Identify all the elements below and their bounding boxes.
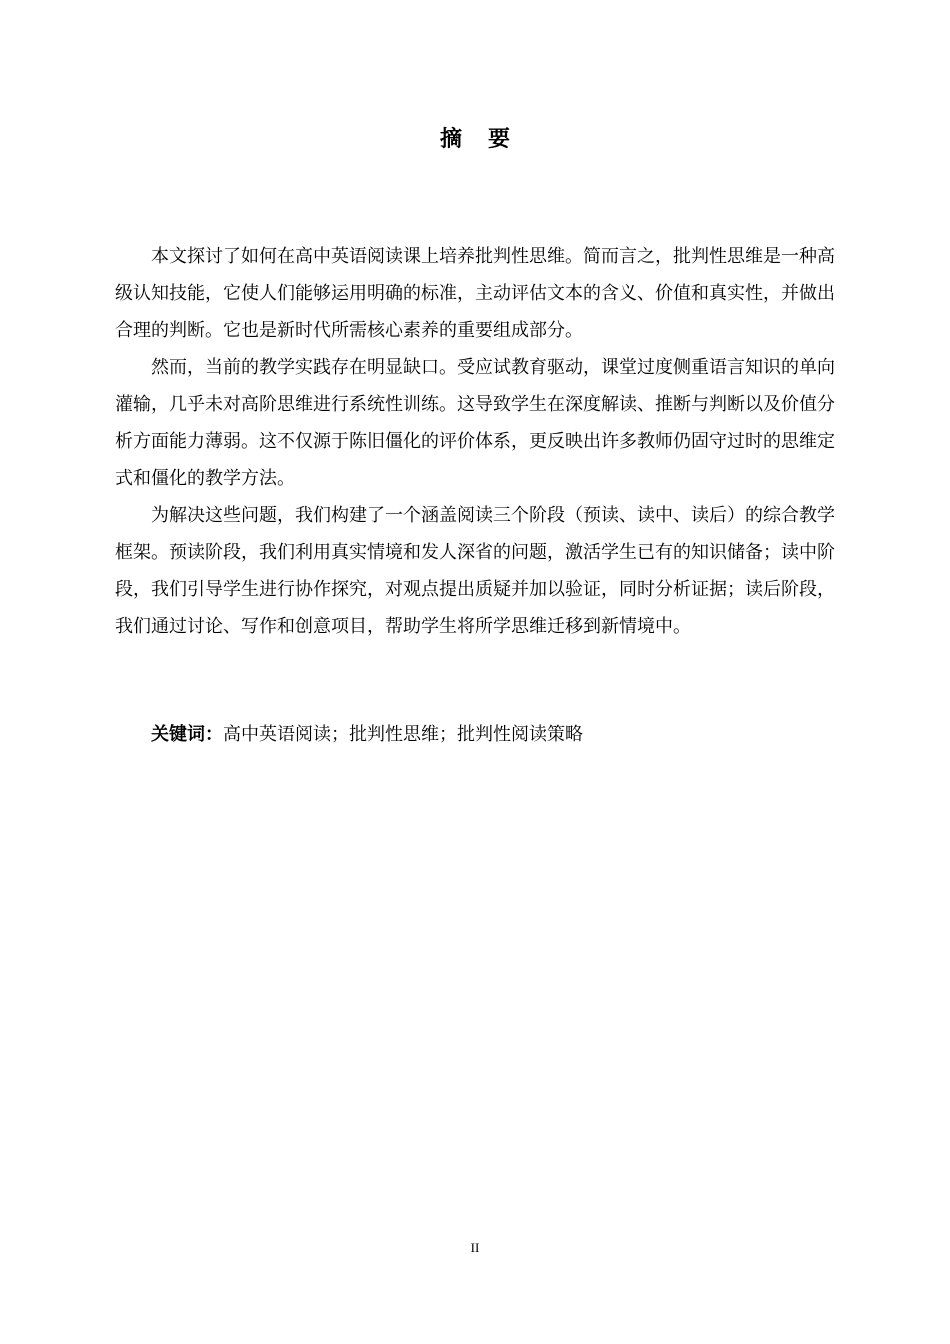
keywords-value: 高中英语阅读；批判性思维；批判性阅读策略 [223,724,583,745]
abstract-paragraph-3: 为解决这些问题，我们构建了一个涵盖阅读三个阶段（预读、读中、读后）的综合教学框架。预读阶段，我们利用真实情境和发人深省的问题，激活学生已有的知识储备；读中阶段，我们引导学生进行协作探究，对观点提出质疑并加以验证，同时分析证据；读后阶段，我们通过讨论、写作和创意项目，帮助学生将所学思维迁移到新情境中。 [115,505,835,637]
abstract-paragraph-1: 本文探讨了如何在高中英语阅读课上培养批判性思维。简而言之，批判性思维是一种高级认知技能，它使人们能够运用明确的标准，主动评估文本的含义、价值和真实性，并做出合理的判断。它也是新时代所需核心素养的重要组成部分。 [115,246,835,341]
abstract-body [115,238,835,645]
keywords-label: 关键词： [151,724,223,745]
page-title: 摘要 [439,127,536,152]
keywords-line [151,716,851,753]
abstract-paragraph-2: 然而，当前的教学实践存在明显缺口。受应试教育驱动，课堂过度侧重语言知识的单向灌输，几乎未对高阶思维进行系统性训练。这导致学生在深度解读、推断与判断以及价值分析方面能力薄弱。这不仅源于陈旧僵化的评价体系，更反映出许多教师仍固守过时的思维定式和僵化的教学方法。 [115,357,835,489]
page-number: II [470,1240,480,1255]
